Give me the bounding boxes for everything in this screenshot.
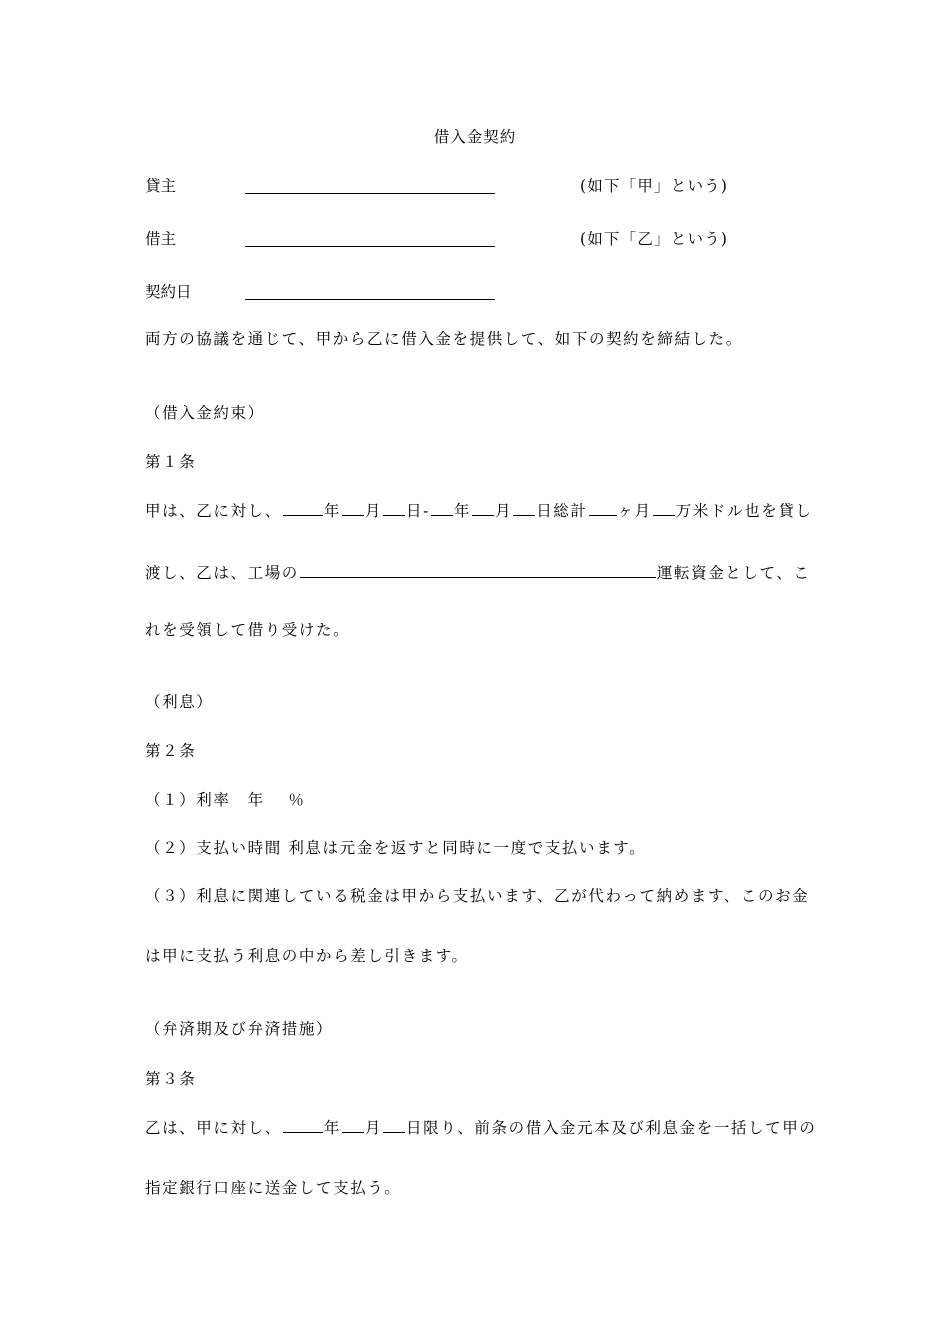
article-2-item-3: （３）利息に関連している税金は甲から支払います、乙が代わって納めます、このお金 <box>145 887 810 905</box>
article-1-heading: （借入金約束） <box>145 404 265 422</box>
lender-blank[interactable] <box>245 173 495 194</box>
lender-note: (如下「甲」という) <box>580 177 729 195</box>
article-2-item-3-cont: は甲に支払う利息の中から差し引きます。 <box>145 947 469 965</box>
blank-month[interactable] <box>472 499 494 516</box>
text: 運転資金として、こ <box>656 564 811 582</box>
text: 万米ドル也を貸し <box>675 502 813 520</box>
blank-day[interactable] <box>513 499 535 516</box>
borrower-label: 借主 <box>145 230 177 248</box>
article-1-line-2 <box>145 561 811 583</box>
article-3-heading: （弁済期及び弁済措施） <box>145 1020 334 1038</box>
contract-date-label: 契約日 <box>145 283 192 301</box>
text: 日限り、前条の借入金元本及び利息金を一括して甲の <box>406 1119 817 1137</box>
borrower-note: (如下「乙」という) <box>580 230 729 248</box>
text: 年 <box>323 502 341 520</box>
text: ヶ月 <box>617 502 652 520</box>
text: 月 <box>364 1119 383 1137</box>
text: 月 <box>364 502 383 520</box>
blank-year[interactable] <box>283 499 323 516</box>
blank-months[interactable] <box>589 499 617 516</box>
blank-month[interactable] <box>342 499 364 516</box>
contract-date-blank[interactable] <box>245 279 495 300</box>
text: 日総計 <box>536 502 588 520</box>
blank-year[interactable] <box>283 1116 323 1133</box>
article-1-line-1 <box>145 499 813 521</box>
article-1-line-3: れを受領して借り受けた。 <box>145 621 351 639</box>
article-2-heading: （利息） <box>145 693 214 711</box>
intro-paragraph: 両方の協議を通じて、甲から乙に借入金を提供して、如下の契約を締結した。 <box>145 330 743 348</box>
page-title: 借入金契約 <box>433 128 517 146</box>
blank-day[interactable] <box>383 1116 405 1133</box>
text: 日- <box>406 502 430 520</box>
lender-label: 貸主 <box>145 177 177 195</box>
article-2-item-1: （１）利率 年 ％ <box>145 791 306 809</box>
article-3-line-1 <box>145 1116 816 1138</box>
blank-day[interactable] <box>383 499 405 516</box>
text: 甲は、乙に対し、 <box>145 502 282 520</box>
article-3-line-2: 指定銀行口座に送金して支払う。 <box>145 1179 402 1197</box>
text: 渡し、乙は、工場の <box>145 564 299 582</box>
borrower-blank[interactable] <box>245 226 495 247</box>
text: 乙は、甲に対し、 <box>145 1119 282 1137</box>
article-1-number: 第１条 <box>145 453 197 471</box>
text: 年 <box>453 502 472 520</box>
article-2-number: 第２条 <box>145 742 197 760</box>
text: 月 <box>495 502 513 520</box>
article-2-item-2: （２）支払い時間 利息は元金を返すと同時に一度で支払います。 <box>145 839 647 857</box>
blank-amount[interactable] <box>653 499 675 516</box>
blank-month[interactable] <box>342 1116 364 1133</box>
text: 年 <box>323 1119 341 1137</box>
article-3-number: 第３条 <box>145 1070 197 1088</box>
blank-year[interactable] <box>431 499 453 516</box>
blank-factory[interactable] <box>300 561 656 578</box>
